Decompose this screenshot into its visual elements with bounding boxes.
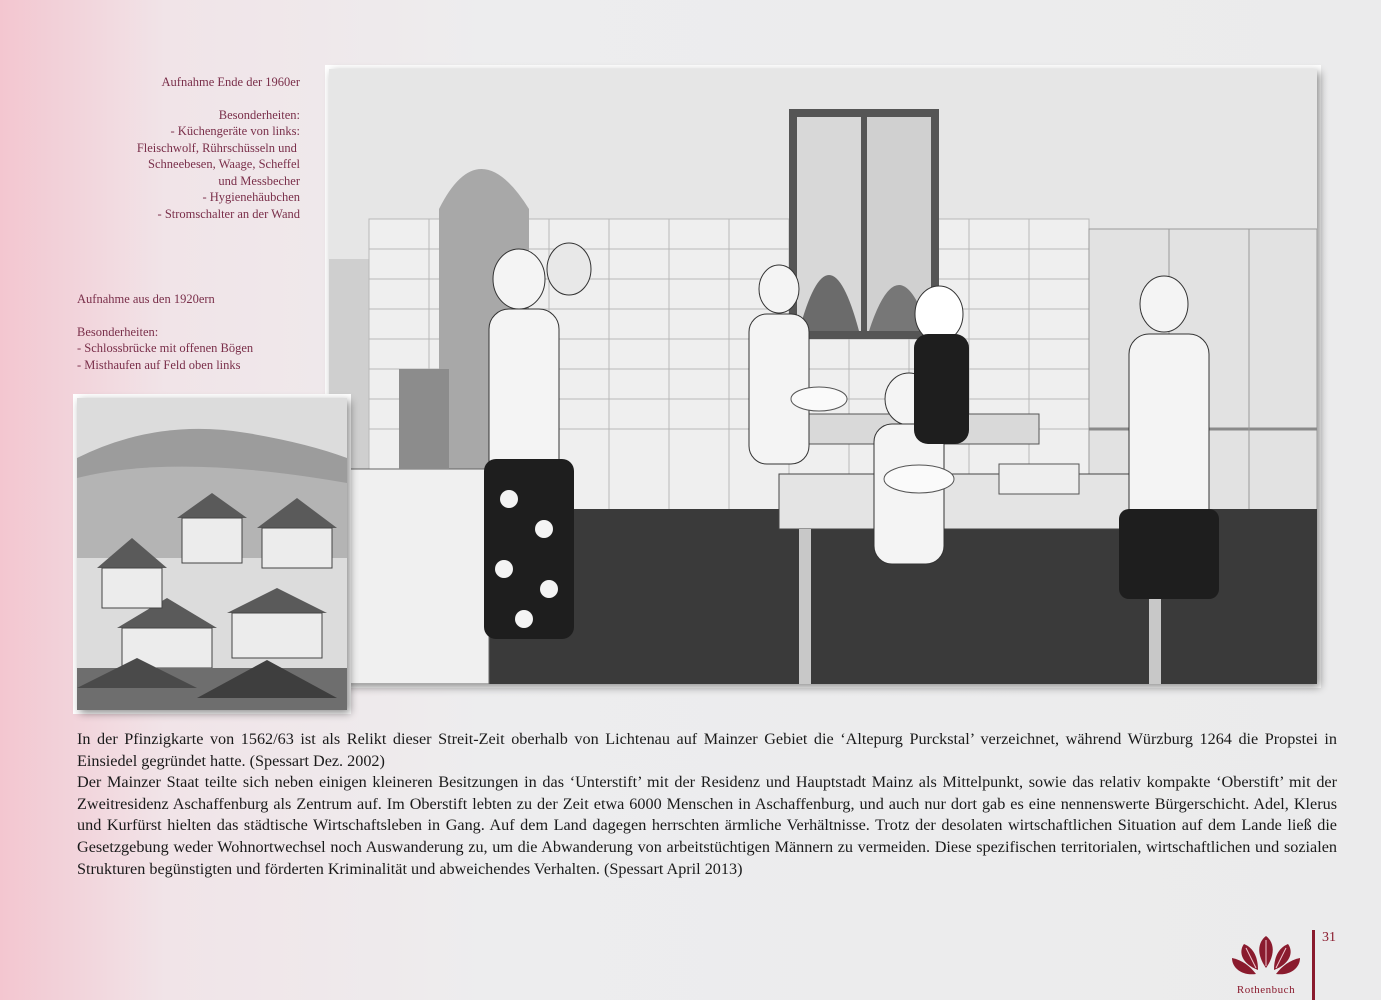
village-photo xyxy=(77,398,347,710)
logo-text: Rothenbuch xyxy=(1236,984,1296,996)
footer-divider xyxy=(1312,930,1315,1000)
caption-kitchen-photo xyxy=(100,74,300,222)
caption-line: - Küchengeräte von links: xyxy=(170,124,300,138)
caption-line: Besonderheiten: xyxy=(77,324,159,339)
caption-line: Aufnahme aus den 1920ern xyxy=(77,292,215,306)
kitchen-photo xyxy=(329,69,1317,684)
caption-line: Aufnahme Ende der 1960er xyxy=(161,75,300,89)
caption-line: Besonderheiten: xyxy=(218,107,300,122)
caption-line: - Stromschalter an der Wand xyxy=(157,206,300,221)
body-text xyxy=(77,729,1337,880)
caption-line: - Hygienehäubchen xyxy=(202,190,300,204)
caption-line: Fleischwolf, Rührschüsseln und xyxy=(136,140,300,155)
caption-line: - Misthaufen auf Feld oben links xyxy=(77,357,241,372)
caption-line: Schneebesen, Waage, Scheffel xyxy=(148,157,300,171)
paragraph: Der Mainzer Staat teilte sich neben einigen kleineren Besitzungen in das ‘Unterstift’ mit der Residenz und Hauptstadt Mainz als Mittelpunkt, sowie das relativ kompakte ‘Oberstift’ mit der Zweitresidenz Aschaffenburg als Zentrum auf. Im Oberstift lebten zu der Zeit etwa 6000 Menschen in Aschaffenburg, und auch nur dort gab es eine nennenswerte Bürgerschicht. Adel, Klerus und Kurfürst hielten das städtische Wirtschaftsleben in Gang. Auf dem Land dagegen herrschten ärmliche Verhältnisse. Trotz der desolaten wirtschaftlichen Situation auf dem Lande ließ die Gesetzgebung weder Wohnortwechsel noch Auswanderung zu, um die Abwanderung von arbeitstüchtigen Männern zu vermeiden. Diese spezifischen territorialen, wirtschaftlichen und sozialen Strukturen begünstigten und förderten Kriminalität und abweichendes Verhalten. (Spessart April 2013) xyxy=(77,773,1337,878)
rothenbuch-logo-icon xyxy=(1228,928,1304,988)
paragraph: In der Pfinzigkarte von 1562/63 ist als Relikt dieser Streit-Zeit oberhalb von Lichtenau auf Mainzer Gebiet die ‘Altepurg Purckstal’ verzeichnet, während Würzburg 1264 die Propstei in Einsiedel gegründet hatte. (Spessart Dez. 2002) xyxy=(77,730,1337,770)
caption-line: - Schlossbrücke mit offenen Bögen xyxy=(77,341,254,355)
caption-village-photo xyxy=(77,291,327,373)
page-number: 31 xyxy=(1322,930,1336,945)
caption-line: und Messbecher xyxy=(218,173,300,188)
